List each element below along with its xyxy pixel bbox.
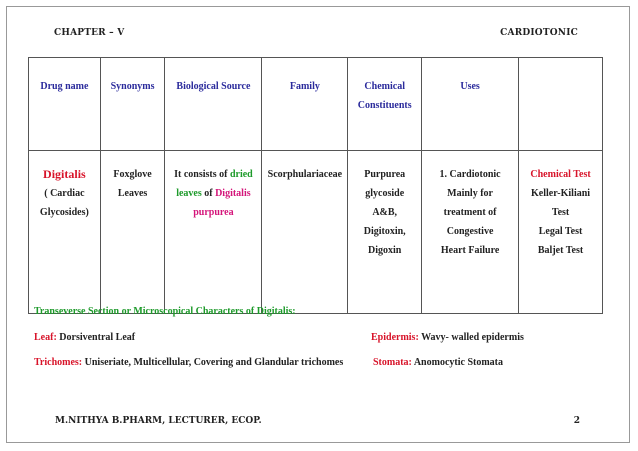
- header-tests: [519, 58, 603, 151]
- leaf-label: Leaf:: [34, 332, 57, 343]
- uses-line: 1. Cardiotonic: [439, 169, 501, 180]
- constituent: Purpurea: [364, 169, 406, 180]
- monograph-table: [28, 57, 603, 314]
- uses-line: Congestive: [446, 226, 494, 237]
- stomata-line: [373, 357, 503, 368]
- header-chemical-constituents: Chemical Constituents: [348, 58, 422, 151]
- author-footer: M.NITHYA B.PHARM, LECTURER, ECOP.: [55, 416, 262, 426]
- cell-chemical-constituents: [348, 151, 422, 314]
- uses-line: Mainly for: [447, 188, 493, 199]
- table-header-row: [29, 58, 603, 151]
- test-item: Baljet Test: [537, 245, 584, 256]
- stomata-value: Anomocytic Stomata: [411, 357, 503, 368]
- uses-line: treatment of: [443, 207, 497, 218]
- epidermis-label: Epidermis:: [371, 332, 419, 343]
- stomata-label: Stomata:: [373, 357, 412, 368]
- source-of: of: [201, 188, 216, 199]
- header-family: Family: [262, 58, 348, 151]
- cell-biological-source: [165, 151, 262, 314]
- cell-uses: [422, 151, 519, 314]
- topic-label: CARDIOTONIC: [500, 28, 578, 38]
- uses-line: Heart Failure: [440, 245, 500, 256]
- header-drug-name: Drug name: [29, 58, 101, 151]
- constituent: glycoside: [365, 188, 405, 199]
- test-item: Legal Test: [538, 226, 583, 237]
- trichomes-line: [34, 357, 343, 368]
- constituent: Digoxin: [368, 245, 402, 256]
- section-title: Transeverse Section or Microscopical Characters of Digitalis:: [34, 306, 296, 317]
- chapter-label: CHAPTER – V: [54, 28, 125, 38]
- trichomes-value: Uniseriate, Multicellular, Covering and Glandular trichomes: [82, 357, 344, 368]
- cell-family: Scorphulariaceae: [262, 151, 348, 314]
- cell-synonyms: Foxglove Leaves: [100, 151, 165, 314]
- header-uses: Uses: [422, 58, 519, 151]
- cell-tests: [519, 151, 603, 314]
- table-row: [29, 151, 603, 314]
- header-synonyms: Synonyms: [100, 58, 165, 151]
- epidermis-line: [371, 332, 524, 343]
- page-number: 2: [573, 416, 580, 426]
- constituent: A&B,: [372, 207, 398, 218]
- test-item: Test: [551, 207, 570, 218]
- leaf-value: Dorsiventral Leaf: [56, 332, 136, 343]
- trichomes-label: Trichomes:: [34, 357, 83, 368]
- drug-name: Digitalis: [43, 167, 86, 181]
- source-purpurea: purpurea: [193, 207, 234, 218]
- source-dried: dried: [229, 169, 253, 180]
- source-prefix: It consists of: [174, 169, 230, 180]
- source-digitalis: Digitalis: [215, 188, 251, 199]
- test-item: Keller-Kiliani: [531, 188, 591, 199]
- source-leaves: leaves: [176, 188, 202, 199]
- tests-title: Chemical Test: [530, 169, 591, 180]
- drug-class: ( Cardiac Glycosides): [39, 188, 89, 218]
- epidermis-value: Wavy- walled epidermis: [418, 332, 524, 343]
- header-biological-source: Biological Source: [165, 58, 262, 151]
- cell-drug-name: [29, 151, 101, 314]
- leaf-line: [34, 332, 135, 343]
- constituent: Digitoxin,: [363, 226, 406, 237]
